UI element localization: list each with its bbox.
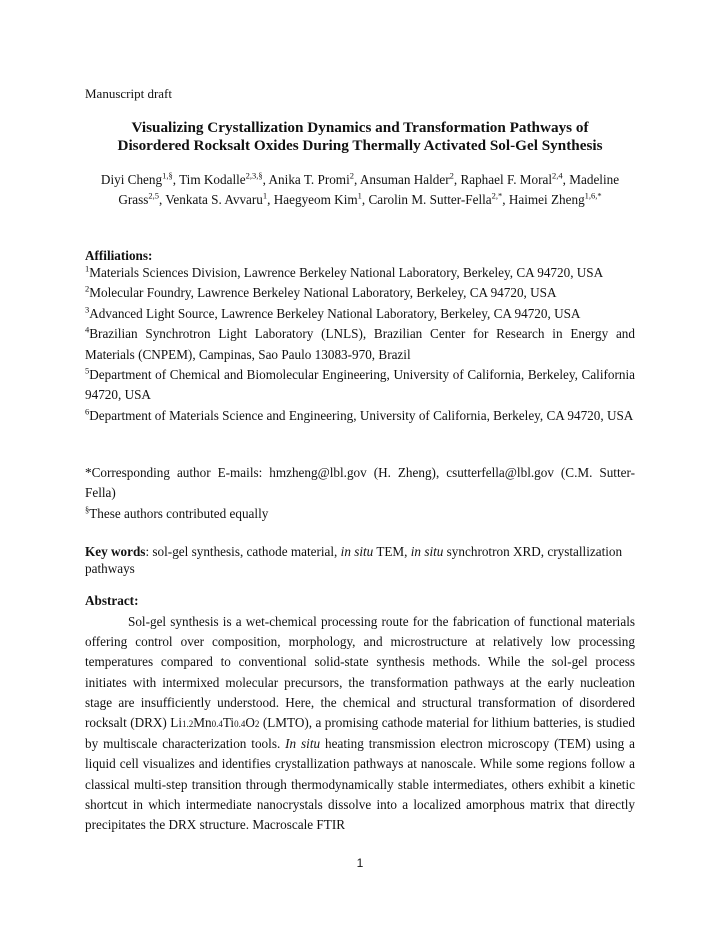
page-number: 1 xyxy=(356,856,364,870)
author-list: Diyi Cheng$^{1,\S}$, Tim Kodalle$^{2,3,\S}$, Anika T. Promi$^2$, Ansuman Halder$^2$, Raphael F. Moral$^{2,4}$, Madeline Grass$^{2,5}$, Venkata S. Avvaru$^1$, Haegyeom Kim$^1$, Carolin M. Sutter-Fella$^{2,*}$, Haimei Zheng$^{1,6,*}$ xyxy=(100,170,620,207)
affiliations-list xyxy=(85,263,635,426)
affiliation-item: $^2$Molecular Foundry, Lawrence Berkeley National Laboratory, Berkeley, CA 94720, USA xyxy=(85,284,557,301)
author: Madeline Grass$^{2,5}$ xyxy=(118,172,620,207)
keywords: Key words: sol-gel synthesis, cathode material, in situ TEM, in situ synchrotron XRD, crystallization pathways xyxy=(85,544,623,576)
equal-contribution-note: §These authors contributed equally xyxy=(85,504,269,521)
author: Haimei Zheng$^{1,6,*}$ xyxy=(508,190,602,207)
abstract-heading: Abstract: xyxy=(85,593,139,608)
affiliation-item: $^5$Department of Chemical and Biomolecular Engineering, University of California, Berkeley, California 94720, USA xyxy=(85,365,635,403)
abstract-text: Sol-gel synthesis is a wet-chemical processing route for the fabrication of functional materials offering control over composition, morphology, and microstructure at relatively low processing temperatures compared to conventional solid-state synthesis methods. While the sol-gel process initiates with intermixed molecular precursors, the transformation pathways at the early nucleation stage are insufficiently understood. Here, the chemical and structural transformation of disordered rocksalt (DRX) Li1.2Mn0.4Ti0.4O2 (LMTO), a promising cathode material for lithium batteries, is studied by multiscale characterization tools. In situ heating transmission electron microscopy (TEM) using a liquid cell visualizes and identifies crystallization pathways at nanoscale. While some regions follow a classical multi-step transition through thermodynamically stable intermediates, others exhibit a kinetic shortcut in which intermediate nanocrystals dissolve into a localized amorphous matrix that directly precipitates the DRX structure. Macroscale FTIR xyxy=(85,614,635,833)
keywords-label: Key words xyxy=(85,544,146,559)
author: Carolin M. Sutter-Fella$^{2,*}$ xyxy=(368,190,503,207)
manuscript-header: Manuscript draft xyxy=(85,86,173,101)
affiliation-item: $^3$Advanced Light Source, Lawrence Berkeley National Laboratory, Berkeley, CA 94720, USA xyxy=(85,304,581,321)
author: Raphael F. Moral$^{2,4}$ xyxy=(460,170,563,187)
author: Diyi Cheng$^{1,\S}$ xyxy=(100,170,173,187)
author: Ansuman Halder$^2$ xyxy=(359,170,454,187)
title-line-2: Disordered Rocksalt Oxides During Thermally Activated Sol-Gel Synthesis xyxy=(117,137,603,154)
title-line-1: Visualizing Crystallization Dynamics and Transformation Pathways of xyxy=(131,119,589,136)
author: Tim Kodalle$^{2,3,\S}$ xyxy=(179,170,263,187)
author: Haegyeom Kim$^1$ xyxy=(273,190,362,207)
affiliation-item: $^1$Materials Sciences Division, Lawrence Berkeley National Laboratory, Berkeley, CA 94720, USA xyxy=(85,263,604,280)
author: Venkata S. Avvaru$^1$ xyxy=(165,190,268,207)
affiliations-heading: Affiliations: xyxy=(85,248,153,263)
affiliation-item: $^6$Department of Materials Science and Engineering, University of California, Berkeley, CA 94720, USA xyxy=(85,406,634,423)
corresponding-author-note: *Corresponding author E-mails: hmzheng@lbl.gov (H. Zheng), csutterfella@lbl.gov (C.M. Sutter-Fella) xyxy=(85,465,635,501)
affiliation-item: $^4$Brazilian Synchrotron Light Laboratory (LNLS), Brazilian Center for Research in Energy and Materials (CNPEM), Campinas, Sao Paulo 13083-970, Brazil xyxy=(85,324,635,362)
author: Anika T. Promi$^2$ xyxy=(268,170,354,187)
paper-title xyxy=(70,119,650,155)
